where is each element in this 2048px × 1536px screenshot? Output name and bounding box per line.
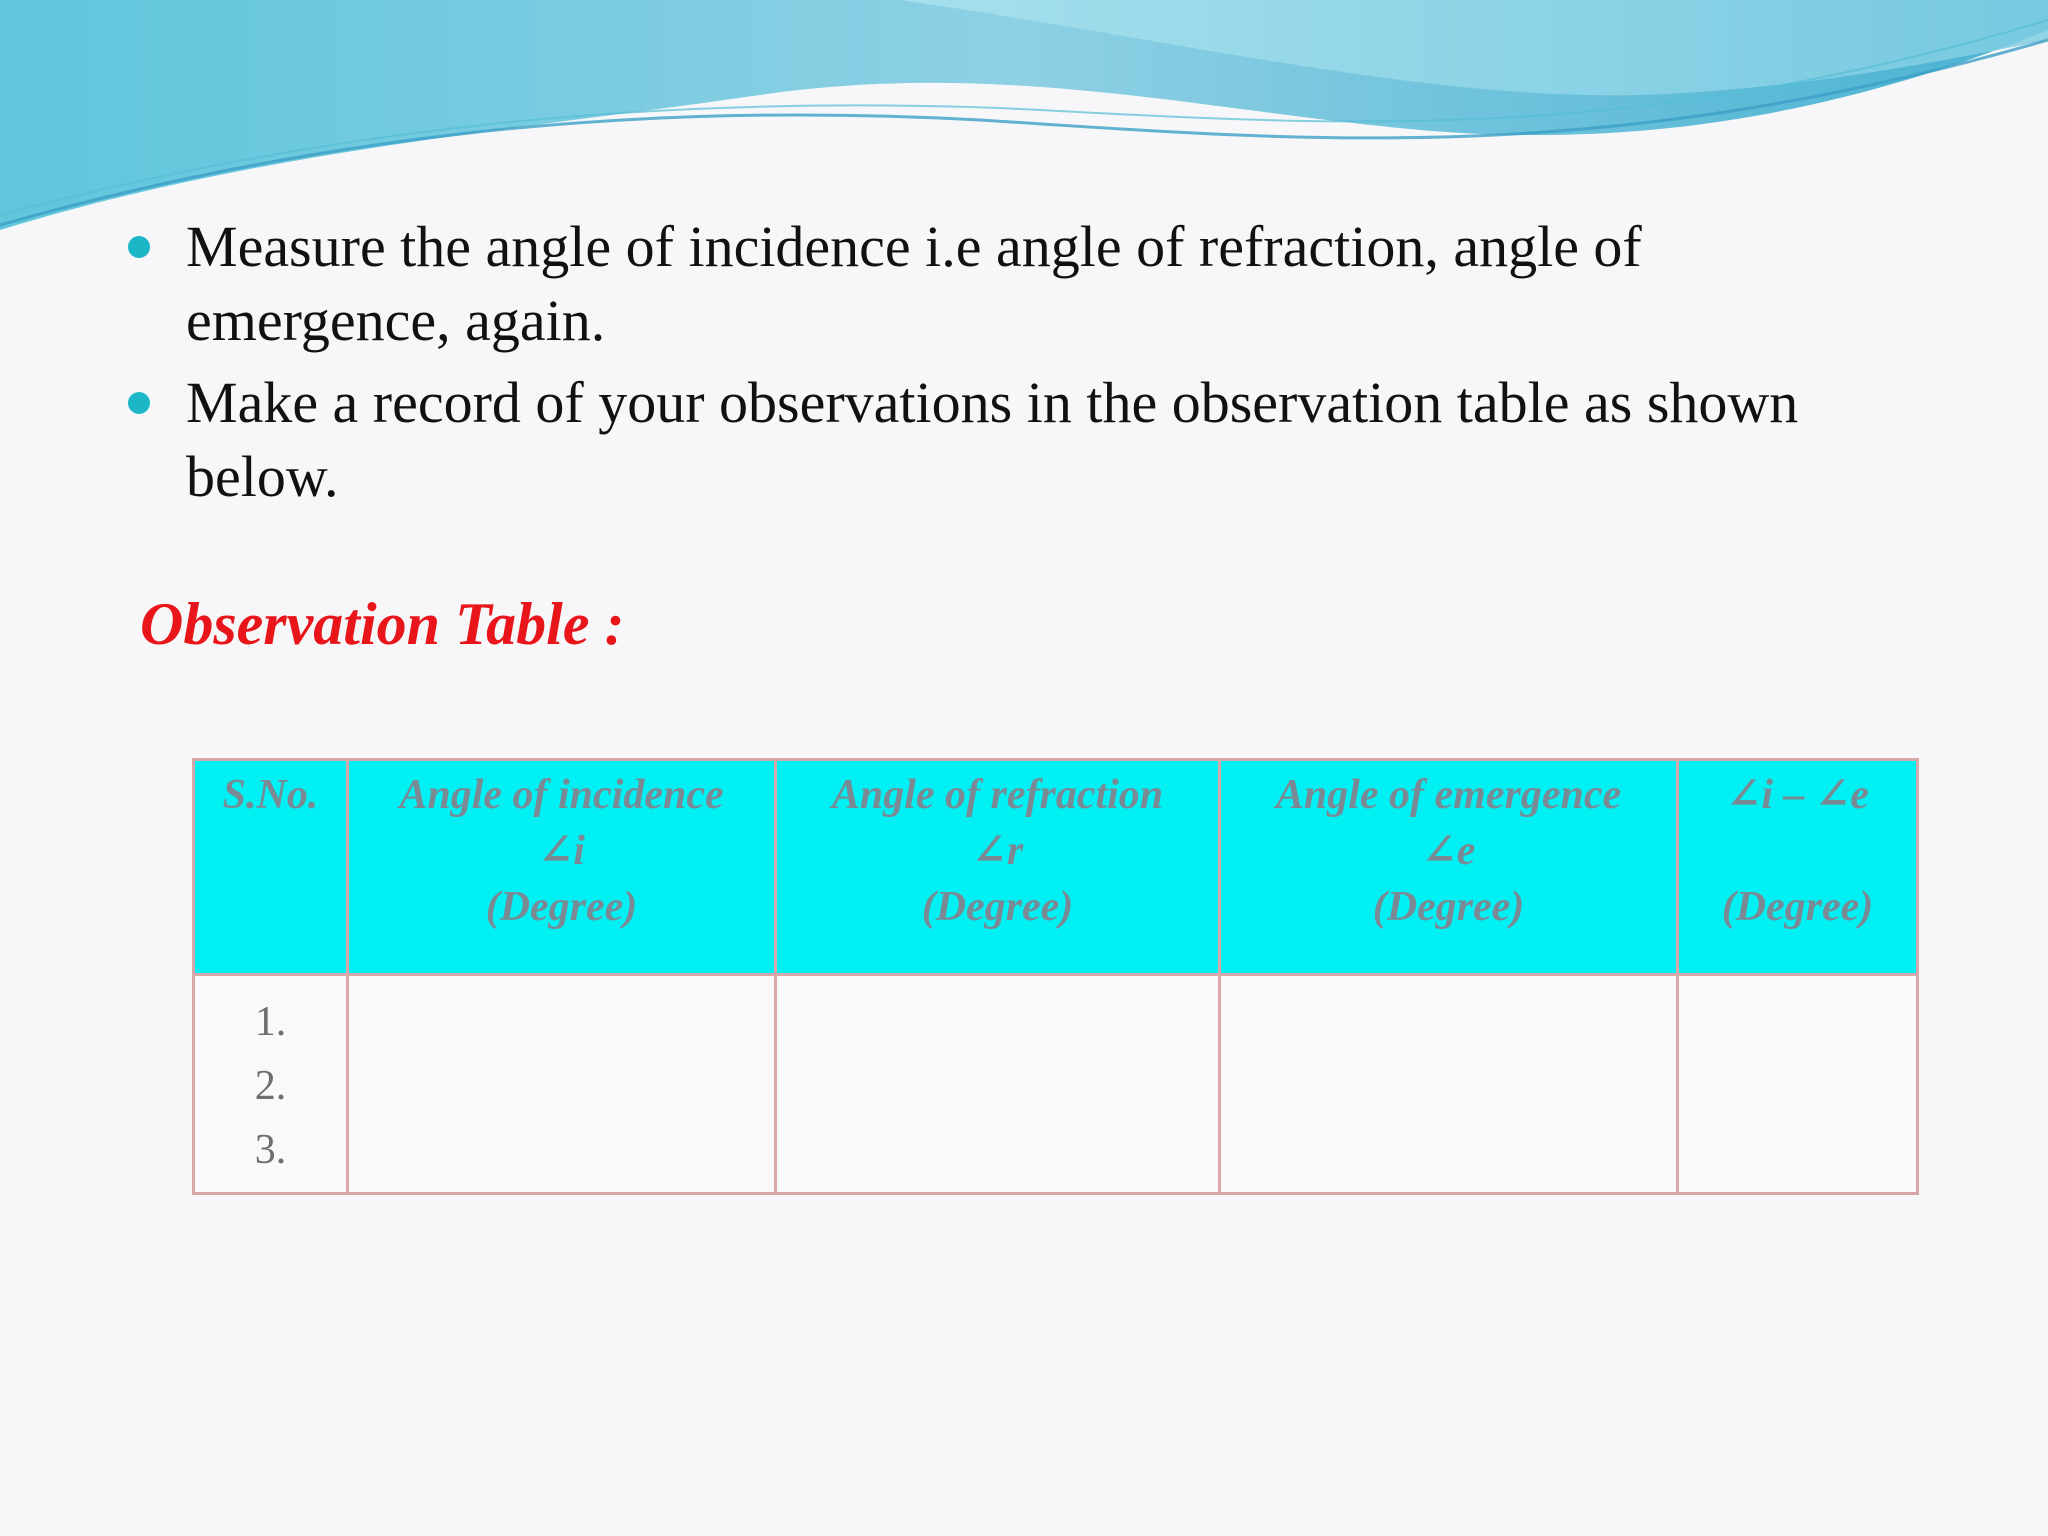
header-wave-decoration bbox=[0, 0, 2048, 240]
table-row bbox=[194, 1118, 1918, 1194]
cell-refraction bbox=[776, 1054, 1220, 1118]
bullet-item bbox=[126, 366, 1806, 514]
bullet-dot-icon bbox=[128, 236, 150, 258]
header-angle-difference: ∠i – ∠e (Degree) bbox=[1678, 760, 1918, 975]
header-angle-of-incidence: Angle of incidence ∠i (Degree) bbox=[348, 760, 776, 975]
bullet-text: Measure the angle of incidence i.e angle of refraction, angle of emergence, again. bbox=[186, 214, 1642, 353]
cell-emergence bbox=[1220, 975, 1678, 1055]
table-row bbox=[194, 1054, 1918, 1118]
cell-difference bbox=[1678, 1054, 1918, 1118]
cell-difference bbox=[1678, 1118, 1918, 1194]
header-angle-of-emergence: Angle of emergence ∠e (Degree) bbox=[1220, 760, 1678, 975]
cell-sno: 2. bbox=[194, 1054, 348, 1118]
cell-difference bbox=[1678, 975, 1918, 1055]
header-angle-of-refraction: Angle of refraction ∠r (Degree) bbox=[776, 760, 1220, 975]
cell-emergence bbox=[1220, 1118, 1678, 1194]
header-sno: S.No. bbox=[194, 760, 348, 975]
bullet-item bbox=[126, 210, 1806, 358]
cell-sno: 3. bbox=[194, 1118, 348, 1194]
cell-refraction bbox=[776, 975, 1220, 1055]
cell-incidence bbox=[348, 1118, 776, 1194]
bullet-list bbox=[126, 210, 1806, 522]
cell-incidence bbox=[348, 1054, 776, 1118]
bullet-text: Make a record of your observations in the observation table as shown below. bbox=[186, 370, 1799, 509]
cell-incidence bbox=[348, 975, 776, 1055]
table-header-row bbox=[194, 760, 1918, 975]
cell-refraction bbox=[776, 1118, 1220, 1194]
table-row bbox=[194, 975, 1918, 1055]
cell-emergence bbox=[1220, 1054, 1678, 1118]
observation-table-heading: Observation Table : bbox=[140, 591, 625, 657]
bullet-dot-icon bbox=[128, 392, 150, 414]
cell-sno: 1. bbox=[194, 975, 348, 1055]
observation-table bbox=[192, 758, 1919, 1195]
